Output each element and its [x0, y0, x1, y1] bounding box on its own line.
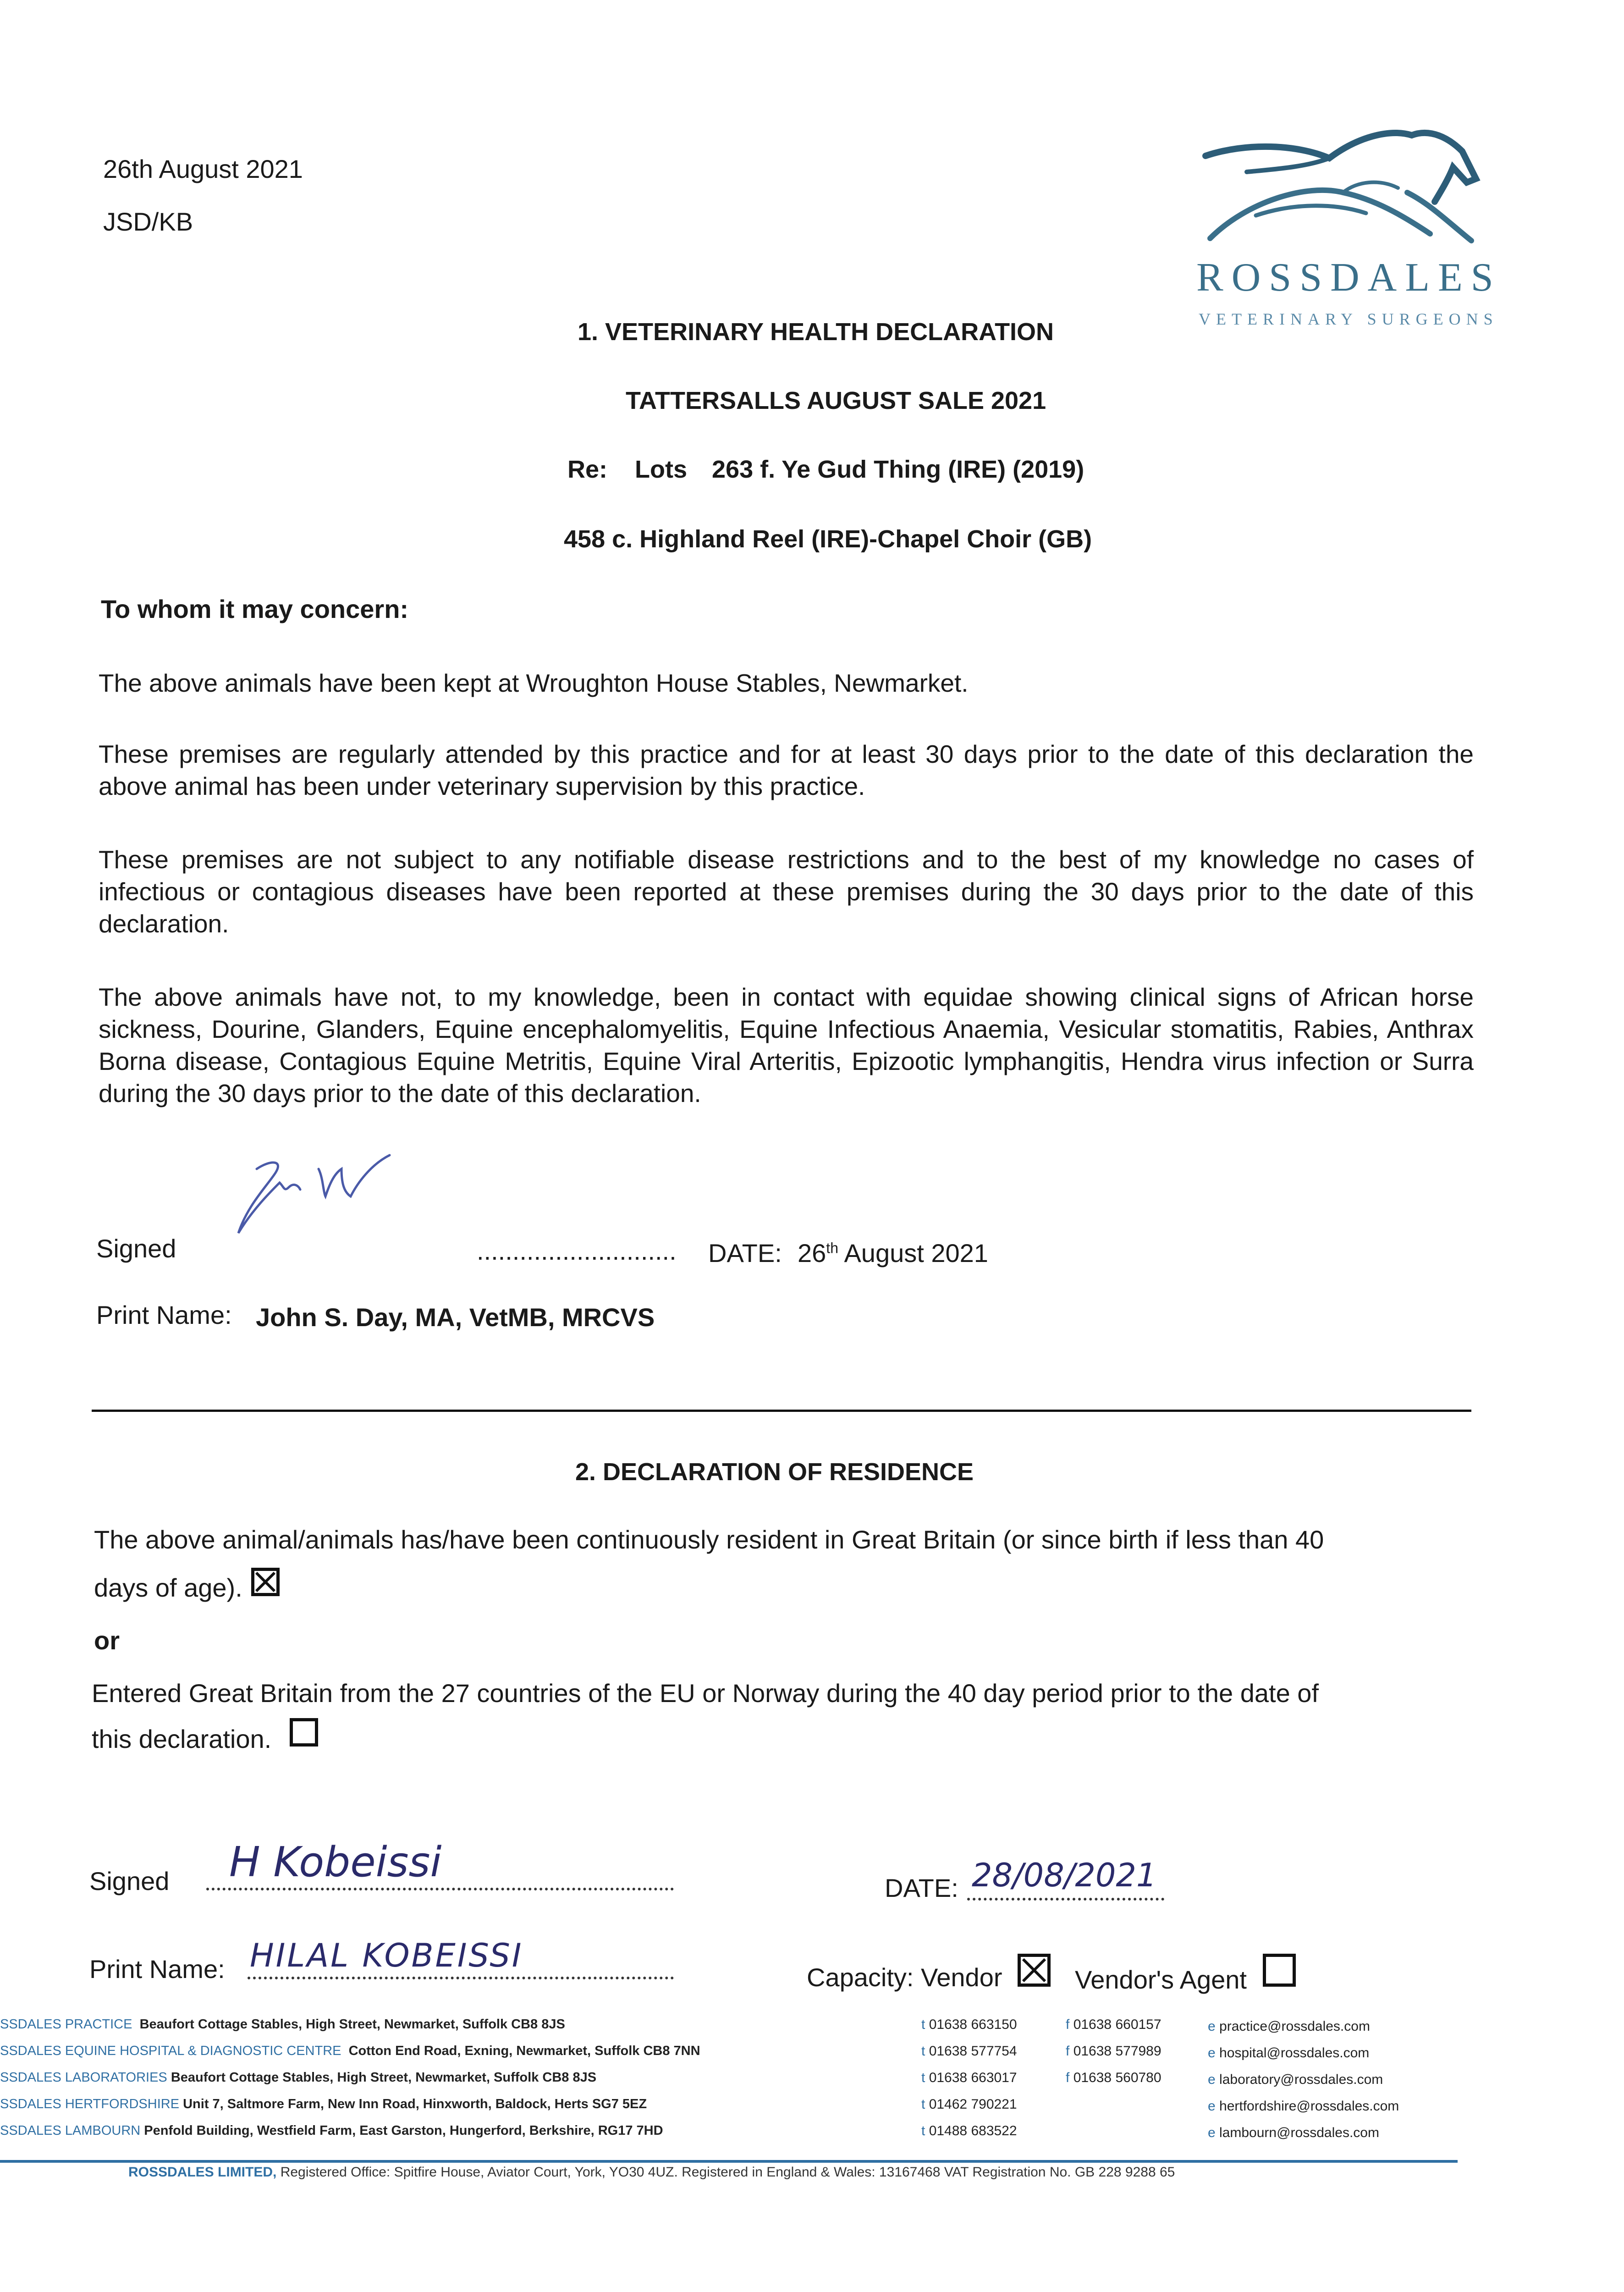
- capacity-vendor-checkbox[interactable]: [1018, 1954, 1051, 1987]
- footer-address-5: SSDALES LAMBOURN Penfold Building, Westfield Farm, East Garston, Hungerford, Berkshire, RG17 7HD: [0, 2123, 663, 2138]
- section1-date-value: 26th August 2021: [798, 1239, 988, 1267]
- check-x-icon: [1021, 1957, 1047, 1983]
- footer-email-1[interactable]: e practice@rossdales.com: [1208, 2019, 1370, 2034]
- capacity-agent-checkbox[interactable]: [1263, 1954, 1296, 1987]
- footer-fax-1: f 01638 660157: [1066, 2017, 1162, 2032]
- section1-signed-label: Signed: [96, 1234, 176, 1263]
- horse-logo-icon: [1192, 124, 1485, 257]
- residence-option2-checkbox[interactable]: [290, 1718, 318, 1747]
- logo-subtitle: VETERINARY SURGEONS: [1199, 310, 1498, 328]
- section2-signature-line: [206, 1888, 674, 1890]
- re-label: Re:: [567, 456, 608, 483]
- residence-option1-line2: days of age).: [94, 1573, 242, 1602]
- footer-registration: ROSSDALES LIMITED, Registered Office: Spitfire House, Aviator Court, York, YO30 4UZ. Registered in England & Wales: 13167468 VAT Registration No. GB 228 9288 65: [128, 2165, 1175, 2180]
- vet-signature: [220, 1141, 458, 1247]
- section2-print-name: HILAL KOBEISSI: [250, 1937, 523, 1974]
- rossdales-logo: [1183, 124, 1502, 339]
- paragraph-2: These premises are regularly attended by this practice and for at least 30 days prior to the date of this declaration the above animal has been under veterinary supervision by this practice.: [99, 740, 1474, 800]
- footer-email-5[interactable]: e lambourn@rossdales.com: [1208, 2125, 1379, 2140]
- footer-address-2: SSDALES EQUINE HOSPITAL & DIAGNOSTIC CENTRE Cotton End Road, Exning, Newmarket, Suffolk CB8 7NN: [0, 2044, 700, 2058]
- section2-date-label: DATE:: [885, 1873, 958, 1902]
- section2-print-name-label: Print Name:: [89, 1955, 225, 1983]
- residence-option2-line2: this declaration.: [92, 1725, 272, 1753]
- paragraph-1: The above animals have been kept at Wroughton House Stables, Newmarket.: [99, 669, 969, 697]
- footer-address-4: SSDALES HERTFORDSHIRE Unit 7, Saltmore Farm, New Inn Road, Hinxworth, Baldock, Herts SG7 5EZ: [0, 2097, 647, 2111]
- letter-date: 26th August 2021: [103, 154, 303, 183]
- check-x-icon: [254, 1571, 276, 1593]
- residence-option1-checkbox[interactable]: [251, 1568, 280, 1596]
- section1-date-label: DATE:: [708, 1239, 782, 1267]
- section1-signature-dots: ............................: [477, 1236, 677, 1265]
- vendors-agent-label: Vendor's Agent: [1075, 1965, 1247, 1994]
- residence-option2-line1: Entered Great Britain from the 27 countries of the EU or Norway during the 40 day period prior to the date of: [92, 1679, 1319, 1708]
- footer-phone-5: t 01488 683522: [921, 2123, 1017, 2138]
- residence-option1-line1: The above animal/animals has/have been continuously resident in Great Britain (or since birth if less than 40: [94, 1525, 1324, 1554]
- footer-phone-3: t 01638 663017: [921, 2070, 1017, 2085]
- section2-date-value: 28/08/2021: [972, 1857, 1157, 1894]
- section2-signed-label: Signed: [89, 1867, 170, 1895]
- footer-email-4[interactable]: e hertfordshire@rossdales.com: [1208, 2099, 1399, 2114]
- section-divider: [92, 1410, 1471, 1412]
- section1-title: 1. VETERINARY HEALTH DECLARATION: [578, 318, 1054, 346]
- section2-signature: H Kobeissi: [229, 1838, 442, 1886]
- lots-label: Lots: [635, 456, 687, 483]
- footer-address-3: SSDALES LABORATORIES Beaufort Cottage Stables, High Street, Newmarket, Suffolk CB8 8JS: [0, 2070, 597, 2085]
- logo-name: ROSSDALES: [1196, 255, 1502, 300]
- footer-rule: [0, 2160, 1458, 2163]
- footer-phone-4: t 01462 790221: [921, 2097, 1017, 2112]
- section2-date-line: [967, 1898, 1164, 1901]
- section1-print-name-label: Print Name:: [96, 1300, 232, 1329]
- footer-fax-3: f 01638 560780: [1066, 2070, 1162, 2085]
- salutation: To whom it may concern:: [101, 595, 409, 623]
- footer-email-2[interactable]: e hospital@rossdales.com: [1208, 2045, 1370, 2061]
- section1-print-name: John S. Day, MA, VetMB, MRCVS: [256, 1303, 655, 1332]
- footer-address-1: SSDALES PRACTICE Beaufort Cottage Stables, High Street, Newmarket, Suffolk CB8 8JS: [0, 2017, 565, 2032]
- or-label: or: [94, 1626, 120, 1655]
- paragraph-3: These premises are not subject to any notifiable disease restrictions and to the best of my knowledge no cases of infectious or contagious diseases have been reported at these premises during the 30 days prior to the date of this declaration.: [99, 845, 1474, 938]
- footer-locations: [0, 2017, 1624, 2164]
- capacity-label: Capacity: Vendor: [807, 1963, 1002, 1992]
- lot-2: 458 c. Highland Reel (IRE)-Chapel Choir (GB): [564, 525, 1092, 553]
- lot-1: 263 f. Ye Gud Thing (IRE) (2019): [712, 456, 1085, 483]
- footer-phone-2: t 01638 577754: [921, 2044, 1017, 2059]
- footer-phone-1: t 01638 663150: [921, 2017, 1017, 2032]
- footer-fax-2: f 01638 577989: [1066, 2044, 1162, 2059]
- letter-reference: JSD/KB: [103, 207, 193, 236]
- section2-title: 2. DECLARATION OF RESIDENCE: [575, 1458, 974, 1486]
- paragraph-4: The above animals have not, to my knowledge, been in contact with equidae showing clinical signs of African horse sickness, Dourine, Glanders, Equine encephalomyelitis, Equine Infectious Anaemia, Vesicular stomatitis, Rabies, Anthrax Borna disease, Contagious Equine Metritis, Equine Viral Arteritis, Epizootic lymphangitis, Hendra virus infection or Surra during the 30 days prior to the date of this declaration.: [99, 983, 1474, 1107]
- footer-email-3[interactable]: e laboratory@rossdales.com: [1208, 2072, 1383, 2087]
- section2-print-name-line: [248, 1977, 674, 1979]
- sale-title: TATTERSALLS AUGUST SALE 2021: [626, 387, 1046, 414]
